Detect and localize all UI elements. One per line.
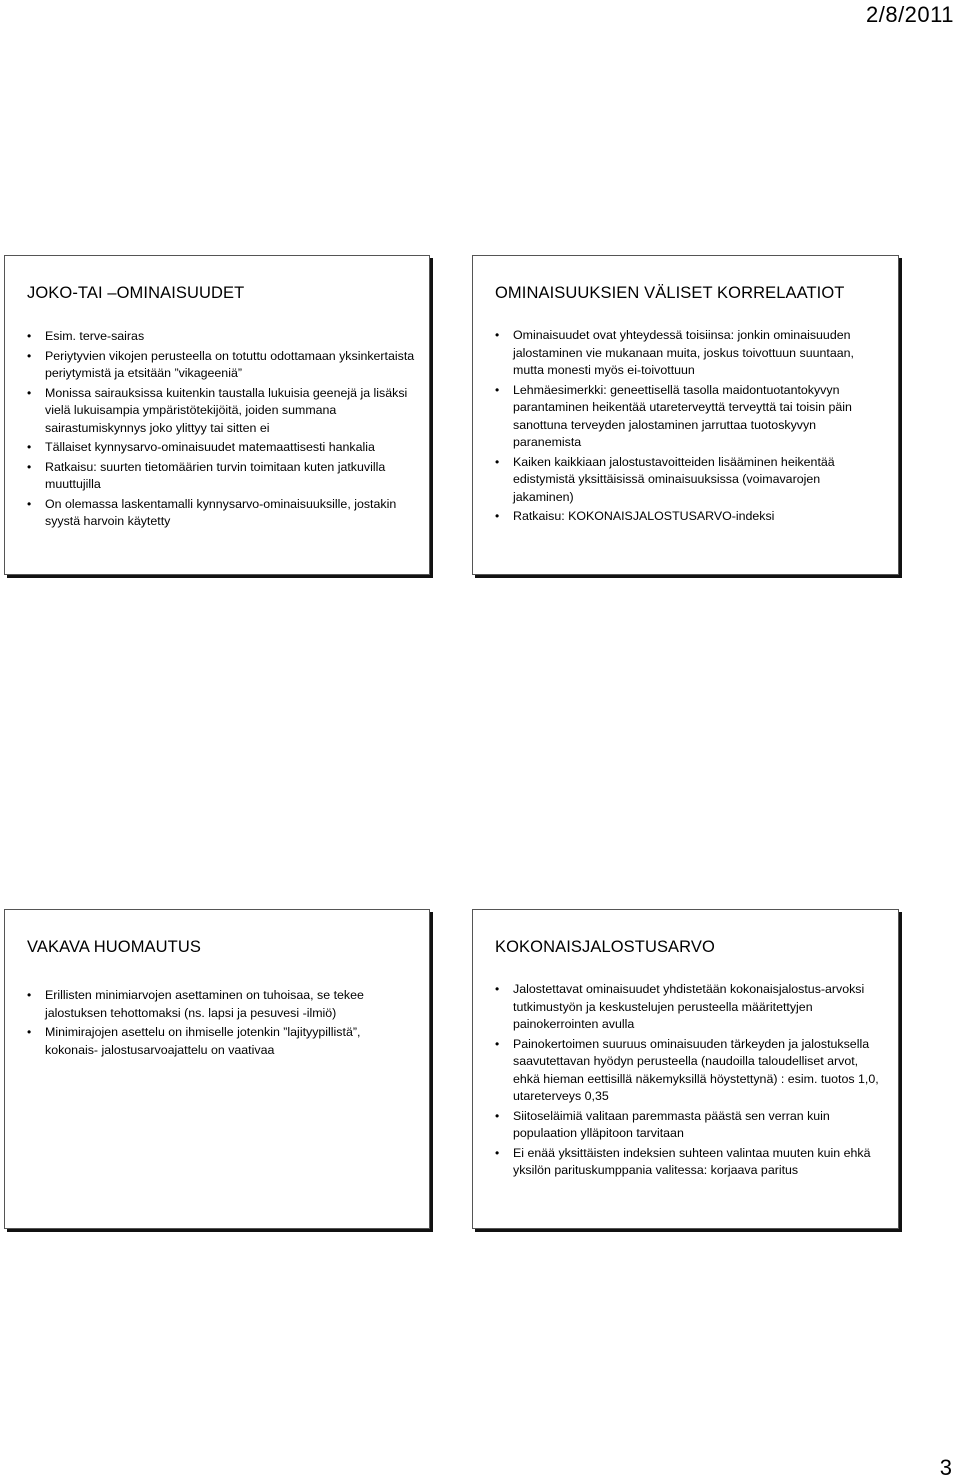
bullet-list <box>495 327 884 526</box>
slide-title: VAKAVA HUOMAUTUS <box>27 938 201 956</box>
bullet-list <box>27 328 415 531</box>
bullet-item: • Ei enää yksittäisten indeksien suhteen valintaa muuten kuin ehkä yksilön parituskumppania valitessa: korjaava paritus <box>513 1145 884 1180</box>
slide-kokonaisjalostusarvo <box>472 909 899 1229</box>
bullet-list <box>495 981 884 1180</box>
bullet-item: • Esim. terve-sairas <box>45 328 415 346</box>
page-number: 3 <box>939 1455 952 1480</box>
bullet-item: • Jalostettavat ominaisuudet yhdistetään kokonaisjalostus-arvoksi tutkimustyön ja keskustelujen perusteella määritettyjen painokerrointen avulla <box>513 981 884 1034</box>
bullet-item: • Erillisten minimiarvojen asettaminen on tuhoisaa, se tekee jalostuksen tehottomaksi (ns. lapsi ja pesuvesi -ilmiö) <box>45 987 415 1022</box>
bullet-item: • Ratkaisu: suurten tietomäärien turvin toimitaan kuten jatkuvilla muuttujilla <box>45 459 415 494</box>
slide-korrelaatiot <box>472 255 899 575</box>
bullet-list <box>27 987 415 1059</box>
bullet-item: • Monissa sairauksissa kuitenkin taustalla lukuisia geenejä ja lisäksi vielä lukuisampia ympäristötekijöitä, joiden summana sairastumiskynnys joko ylittyy tai sitten ei <box>45 385 415 438</box>
page-date: 2/8/2011 <box>865 2 954 27</box>
slide-title: KOKONAISJALOSTUSARVO <box>495 938 715 956</box>
slide-joko-tai <box>4 255 430 575</box>
bullet-item: • Kaiken kaikkiaan jalostustavoitteiden lisääminen heikentää edistymistä yksittäisissä ominaisuuksissa (voimavarojen jakaminen) <box>513 454 884 507</box>
bullet-item: • Periytyvien vikojen perusteella on totuttu odottamaan yksinkertaista periytymistä ja etsitään ”vikageeniä” <box>45 348 415 383</box>
bullet-item: • Ominaisuudet ovat yhteydessä toisiinsa: jonkin ominaisuuden jalostaminen vie mukanaan muita, joskus toivottuun suuntaan, mutta monesti myös ei-toivottuun <box>513 327 884 380</box>
bullet-item: • Tällaiset kynnysarvo-ominaisuudet matemaattisesti hankalia <box>45 439 415 457</box>
bullet-item: • Painokertoimen suuruus ominaisuuden tärkeyden ja jalostuksella saavutettavan hyödyn perusteella (naudoilla taloudelliset arvot, ehkä hieman eettisillä näkemyksillä höystettynä) : esim. tuotos 1,0, utareterveys 0,35 <box>513 1036 884 1106</box>
bullet-item: • On olemassa laskentamalli kynnysarvo-ominaisuuksille, jostakin syystä harvoin käytetty <box>45 496 415 531</box>
bullet-item: • Ratkaisu: KOKONAISJALOSTUSARVO-indeksi <box>513 508 884 526</box>
bullet-item: • Minimirajojen asettelu on ihmiselle jotenkin ”lajityypillistä”, kokonais- jalostusarvoajattelu on vaativaa <box>45 1024 415 1059</box>
slide-vakava-huomautus <box>4 909 430 1229</box>
bullet-item: • Siitoseläimiä valitaan paremmasta päästä sen verran kuin populaation ylläpitoon tarvitaan <box>513 1108 884 1143</box>
slide-title: OMINAISUUKSIEN VÄLISET KORRELAATIOT <box>495 284 845 302</box>
bullet-item: • Lehmäesimerkki: geneettisellä tasolla maidontuotantokyvyn parantaminen heikentää utareterveyttä terveyttä tai toisin päin sanottuna terveyden jalostaminen jarruttaa tuotoskyvyn paranemista <box>513 382 884 452</box>
slide-title: JOKO-TAI –OMINAISUUDET <box>27 284 245 302</box>
